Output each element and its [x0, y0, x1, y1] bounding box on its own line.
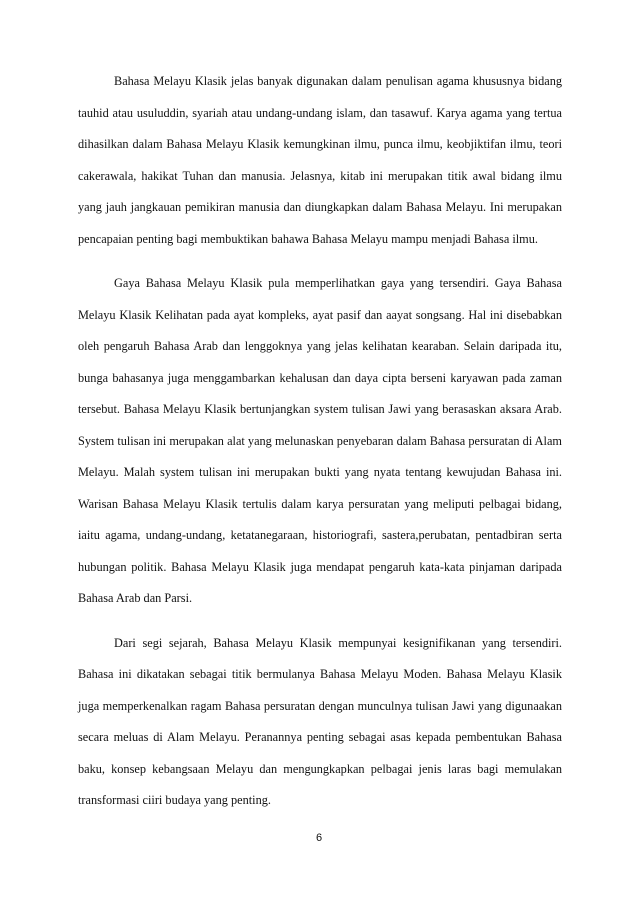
paragraph-1: Bahasa Melayu Klasik jelas banyak digunakan dalam penulisan agama khususnya bidang tauhid atau usuluddin, syariah atau undang-undang islam, dan tasawuf. Karya agama yang tertua dihasilkan dalam Bahasa Melayu Klasik kemungkinan ilmu, punca ilmu, keobjiktifan ilmu, teori cakerawala, hakikat Tuhan dan manusia. Jelasnya, kitab ini merupakan titik awal bidang ilmu yang jauh jangkauan pemikiran manusia dan diungkapkan dalam Bahasa Melayu. Ini merupakan pencapaian penting bagi membuktikan bahawa Bahasa Melayu mampu menjadi Bahasa ilmu.	[78, 74, 562, 246]
paragraph-2: Gaya Bahasa Melayu Klasik pula memperlihatkan gaya yang tersendiri. Gaya Bahasa Melayu Klasik Kelihatan pada ayat kompleks, ayat pasif dan aayat songsang. Hal ini disebabkan oleh pengaruh Bahasa Arab dan lenggoknya yang jelas kelihatan kearaban. Selain daripada itu, bunga bahasanya juga menggambarkan kehalusan dan daya cipta berseni karyawan pada zaman tersebut. Bahasa Melayu Klasik bertunjangkan system tulisan Jawi yang berasaskan aksara Arab. System tulisan ini merupakan alat yang melunaskan penyebaran dalam Bahasa persuratan di Alam Melayu. Malah system tulisan ini merupakan bukti yang nyata tentang kewujudan Bahasa ini. Warisan Bahasa Melayu Klasik tertulis dalam karya persuratan yang meliputi pelbagai bidang, iaitu agama, undang-undang, ketatanegaraan, historiografi, sastera,perubatan, pentadbiran serta hubungan politik. Bahasa Melayu Klasik juga mendapat pengaruh kata-kata pinjaman daripada Bahasa Arab dan Parsi.	[78, 276, 562, 605]
paragraph-3: Dari segi sejarah, Bahasa Melayu Klasik mempunyai kesignifikanan yang tersendiri. Bahasa ini dikatakan sebagai titik bermulanya Bahasa Melayu Moden. Bahasa Melayu Klasik juga memperkenalkan ragam Bahasa persuratan dengan munculnya tulisan Jawi yang digunaakan secara meluas di Alam Melayu. Peranannya penting sebagai asas kepada pembentukan Bahasa baku, konsep kebangsaan Melayu dan mengungkapkan pelbagai jenis laras bagi memulakan transformasi ciiri budaya yang penting.	[78, 635, 562, 807]
page-number: 6	[315, 832, 323, 844]
document-body	[78, 66, 562, 830]
